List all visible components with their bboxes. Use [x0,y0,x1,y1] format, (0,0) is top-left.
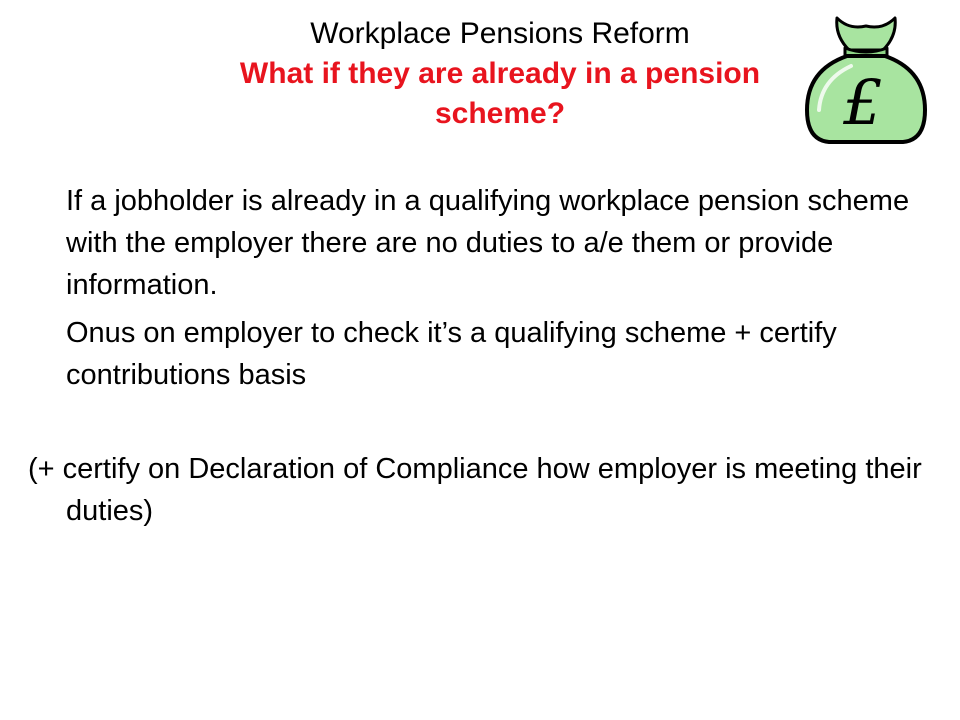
money-bag-pound-icon [799,10,933,144]
paragraph-onus-on-employer: Onus on employer to check it’s a qualifying scheme + certify contributions basis [66,317,837,391]
pound-symbol: £ [843,66,883,139]
slide-title [190,14,810,134]
title-subtitle: What if they are already in a pension scheme? [239,57,761,130]
paragraph-declaration-note: (+ certify on Declaration of Compliance how employer is meeting their duties) [28,453,922,527]
bag-neck [837,18,896,50]
slide-body [28,180,928,561]
paragraph-existing-scheme: If a jobholder is already in a qualifying workplace pension scheme with the employer there are no duties to a/e them or provide information. [66,185,910,301]
title-main: Workplace Pensions Reform [310,17,690,50]
